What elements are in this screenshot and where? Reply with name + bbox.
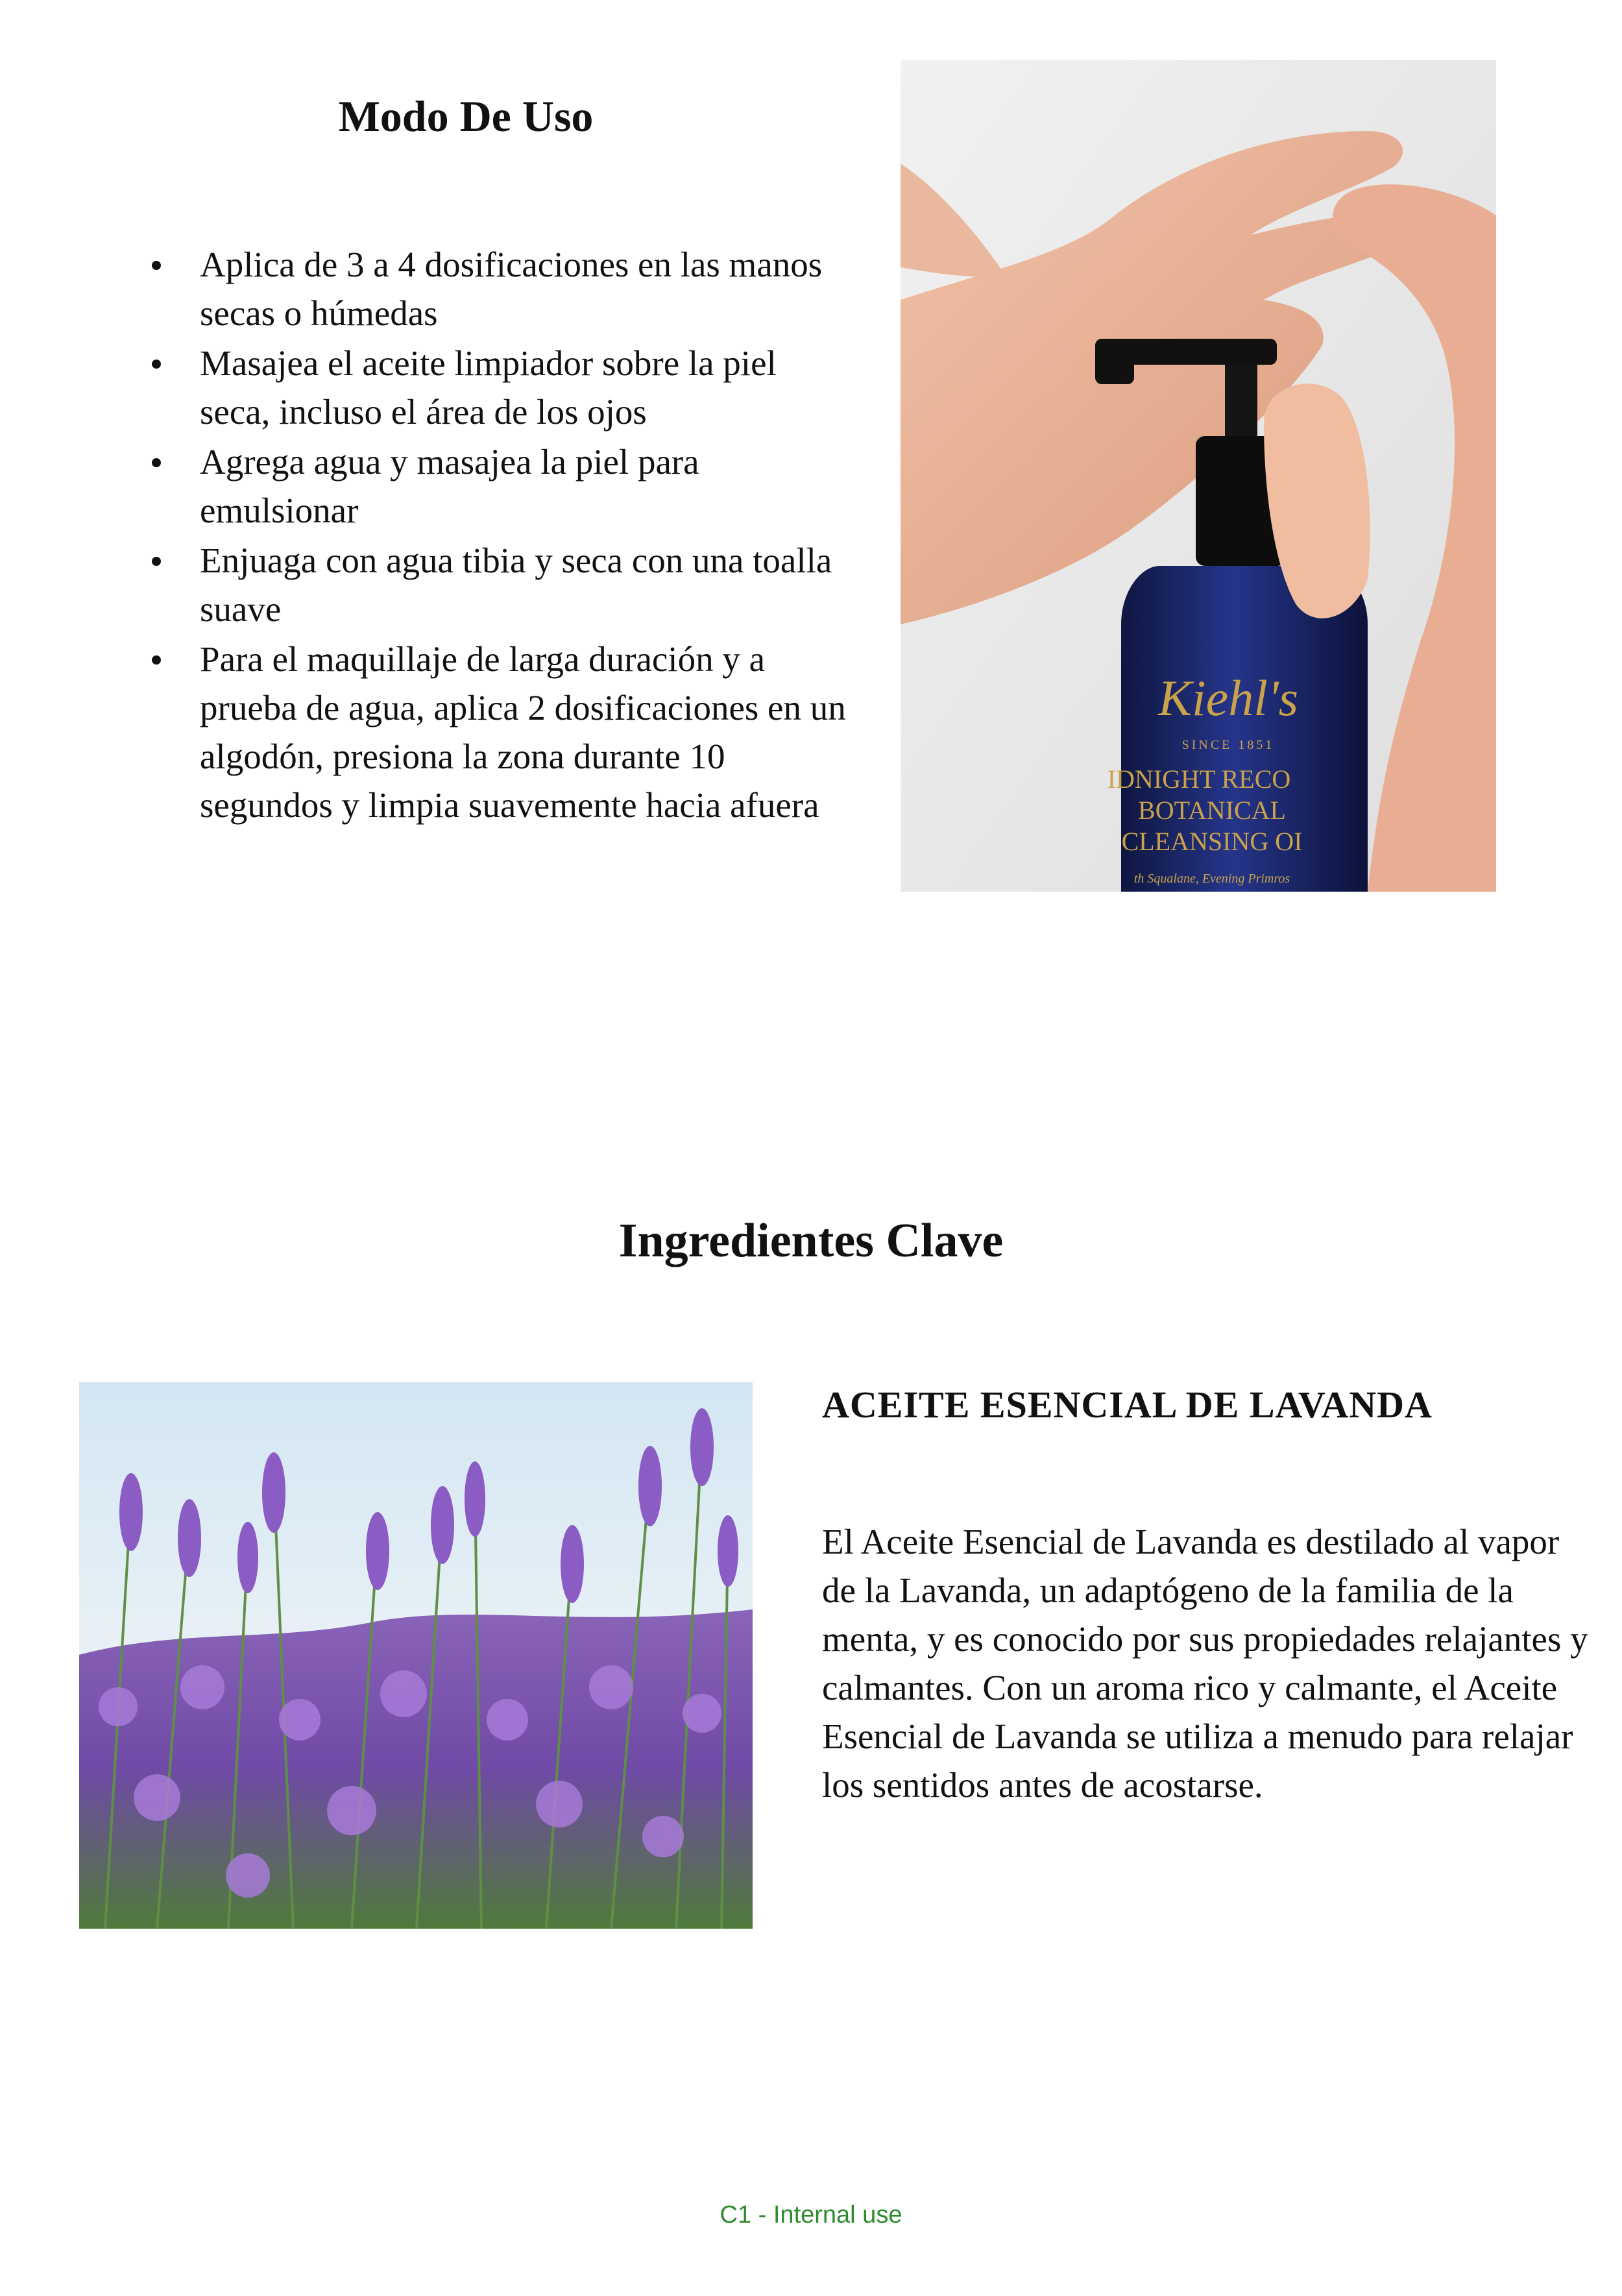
modo-de-uso-title: Modo De Uso [338,92,594,141]
kiehls-logo-text: Kiehl's [1157,670,1299,726]
svg-text:IDNIGHT RECO: IDNIGHT RECO [1107,764,1291,794]
list-item: Enjuaga con agua tibia y seca con una toalla suave [149,536,850,633]
svg-text:th Squalane, Evening Primros: th Squalane, Evening Primros [1133,872,1290,886]
svg-text:SINCE 1851: SINCE 1851 [1181,738,1275,752]
classification-footer: C1 - Internal use [720,2201,902,2229]
ingredient-name: ACEITE ESENCIAL DE LAVANDA [822,1384,1433,1426]
usage-steps-list [149,240,850,831]
ingredientes-title: Ingredientes Clave [618,1214,1004,1267]
lavender-photo [79,1382,753,1929]
ingredient-description: El Aceite Esencial de Lavanda es destilado al vapor de la Lavanda, un adaptógeno de la familia de la menta, y es conocido por sus propiedades relajantes y calmantes. Con un aroma rico y calmante, el Aceite Esencial de Lavanda se utiliza a menudo para relajar los sentidos antes de acostarse. [822,1522,1588,1805]
list-item: Para el maquillaje de larga duración y a prueba de agua, aplica 2 dosificaciones en un algodón, presiona la zona durante 10 segundos y limpia suavemente hacia afuera [149,635,850,829]
list-item: Aplica de 3 a 4 dosificaciones en las manos secas o húmedas [149,240,850,337]
product-hand-photo [901,60,1496,892]
list-item: Agrega agua y masajea la piel para emulsionar [149,437,850,535]
svg-text:CLEANSING OI: CLEANSING OI [1121,827,1303,856]
list-item: Masajea el aceite limpiador sobre la piel seca, incluso el área de los ojos [149,339,850,436]
svg-text:BOTANICAL: BOTANICAL [1138,796,1286,825]
